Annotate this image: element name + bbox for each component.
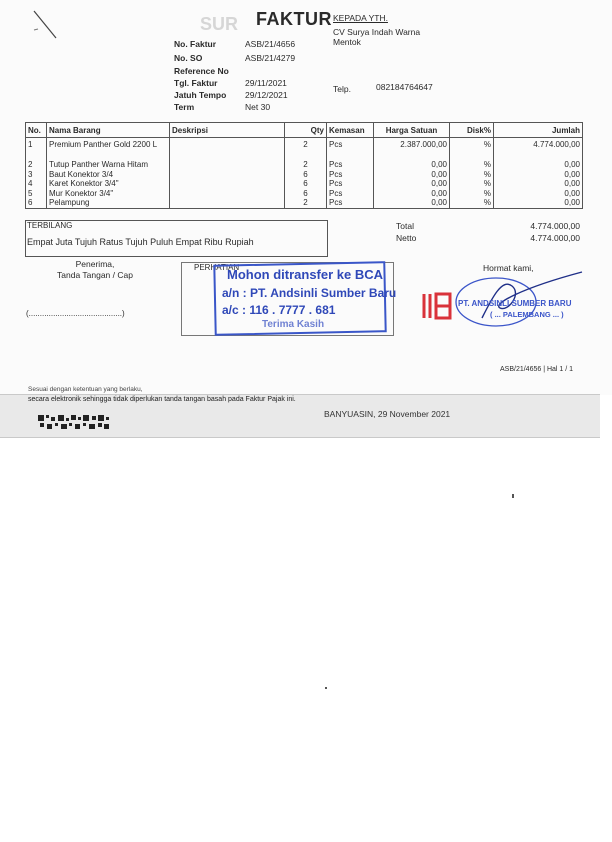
table-row: [26, 189, 583, 199]
customer-city: Mentok: [333, 37, 361, 47]
row-price: 0,00: [374, 179, 450, 189]
row-item-name: Tutup Panther Warna Hitam: [47, 160, 170, 170]
telp-label: Telp.: [333, 84, 351, 94]
stamp-line-account-number: a/c : 116 . 7777 . 681: [222, 303, 336, 317]
items-table: [25, 122, 583, 209]
table-header-row: [26, 123, 583, 138]
row-no: 1: [26, 138, 47, 161]
table-row: [26, 138, 583, 161]
row-description: [170, 189, 285, 199]
row-amount: 0,00: [494, 170, 583, 180]
row-description: [170, 179, 285, 189]
company-logo-icon: [420, 288, 454, 322]
stamp-line-account-name: a/n : PT. Andsinli Sumber Baru: [222, 286, 397, 300]
row-item-name: Karet Konektor 3/4": [47, 179, 170, 189]
reference-no-label: Reference No: [174, 66, 229, 76]
receiver-label: Penerima,: [75, 259, 115, 269]
paper-speck: [325, 687, 327, 689]
so-no-value: ASB/21/4279: [245, 53, 296, 63]
pen-mark: [30, 8, 60, 42]
page-reference: ASB/21/4656 | Hal 1 / 1: [500, 366, 574, 373]
row-discount: %: [450, 179, 494, 189]
receiver-signature-line: (..........................................): [26, 309, 125, 318]
col-no: No.: [26, 123, 47, 138]
receiver-block: [40, 259, 150, 281]
col-harga-satuan: Harga Satuan: [374, 123, 450, 138]
so-no-label: No. SO: [174, 53, 203, 63]
row-price: 0,00: [374, 198, 450, 208]
kepada-label: KEPADA YTH.: [333, 13, 388, 23]
row-qty: 2: [285, 138, 327, 161]
ghost-header-text: SUR: [200, 14, 239, 34]
row-item-name: Mur Konektor 3/4": [47, 189, 170, 199]
row-unit: Pcs: [327, 198, 374, 208]
tax-note-line-1: Sesuai dengan ketentuan yang berlaku,: [28, 386, 143, 393]
row-no: 4: [26, 179, 47, 189]
row-unit: Pcs: [327, 189, 374, 199]
netto-label: Netto: [396, 233, 417, 243]
due-date-value: 29/12/2021: [245, 90, 288, 100]
col-deskripsi: Deskripsi: [170, 123, 285, 138]
row-qty: 6: [285, 179, 327, 189]
row-unit: Pcs: [327, 138, 374, 161]
table-row: [26, 160, 583, 170]
row-no: 3: [26, 170, 47, 180]
row-item-name: Pelampung: [47, 198, 170, 208]
term-label: Term: [174, 102, 195, 112]
row-no: 2: [26, 160, 47, 170]
row-no: 5: [26, 189, 47, 199]
invoice-no-label: No. Faktur: [174, 39, 217, 49]
row-qty: 2: [285, 198, 327, 208]
company-stamp-city: ( ... PALEMBANG ... ): [490, 310, 564, 319]
row-unit: Pcs: [327, 179, 374, 189]
col-jumlah: Jumlah: [494, 123, 583, 138]
row-price: 2.387.000,00: [374, 138, 450, 161]
tax-note-line-2: secara elektronik sehingga tidak diperlukan tanda tangan basah pada Faktur Pajak ini.: [28, 396, 296, 403]
stamp-line-thanks: Terima Kasih: [262, 319, 325, 330]
row-description: [170, 170, 285, 180]
telp-value: 082184764647: [376, 82, 433, 92]
col-qty: Qty: [285, 123, 327, 138]
table-row: [26, 198, 583, 208]
receiver-sign-label: Tanda Tangan / Cap: [57, 270, 133, 280]
row-price: 0,00: [374, 189, 450, 199]
row-no: 6: [26, 198, 47, 208]
row-discount: %: [450, 189, 494, 199]
col-disk: Disk%: [450, 123, 494, 138]
row-discount: %: [450, 138, 494, 161]
row-item-name: Baut Konektor 3/4: [47, 170, 170, 180]
row-description: [170, 138, 285, 161]
row-discount: %: [450, 160, 494, 170]
row-price: 0,00: [374, 170, 450, 180]
row-qty: 6: [285, 170, 327, 180]
table-row: [26, 170, 583, 180]
total-label: Total: [396, 221, 414, 231]
row-item-name: Premium Panther Gold 2200 L: [47, 138, 170, 161]
invoice-date-value: 29/11/2021: [245, 78, 287, 88]
term-value: Net 30: [245, 102, 271, 112]
row-description: [170, 198, 285, 208]
qr-code-icon: [38, 415, 114, 429]
table-row: [26, 179, 583, 189]
invoice-no-value: ASB/21/4656: [245, 39, 296, 49]
row-amount: 0,00: [494, 179, 583, 189]
terbilang-label: TERBILANG: [27, 221, 73, 230]
customer-name: CV Surya Indah Warna: [333, 27, 421, 37]
row-qty: 6: [285, 189, 327, 199]
total-value: 4.774.000,00: [530, 221, 580, 231]
col-kemasan: Kemasan: [327, 123, 374, 138]
company-stamp-name: PT. ANDSINLI SUMBER BARU: [458, 299, 572, 308]
document-title: FAKTUR: [256, 9, 332, 29]
terbilang-value: Empat Juta Tujuh Ratus Tujuh Puluh Empat Ribu Rupiah: [27, 237, 254, 247]
row-description: [170, 160, 285, 170]
hormat-kami-label: Hormat kami,: [483, 263, 534, 273]
row-unit: Pcs: [327, 170, 374, 180]
row-discount: %: [450, 170, 494, 180]
perhatian-label: PERHATIAN: [194, 263, 240, 272]
stamp-line-bank: Mohon ditransfer ke BCA: [227, 267, 384, 282]
paper-speck: [512, 494, 514, 498]
invoice-date-label: Tgl. Faktur: [174, 78, 218, 88]
col-nama-barang: Nama Barang: [47, 123, 170, 138]
netto-value: 4.774.000,00: [530, 233, 580, 243]
row-discount: %: [450, 198, 494, 208]
row-amount: 0,00: [494, 189, 583, 199]
row-amount: 0,00: [494, 160, 583, 170]
row-amount: 0,00: [494, 198, 583, 208]
row-amount: 4.774.000,00: [494, 138, 583, 161]
due-date-label: Jatuh Tempo: [174, 90, 227, 100]
row-qty: 2: [285, 160, 327, 170]
place-and-date: BANYUASIN, 29 November 2021: [324, 409, 451, 419]
row-price: 0,00: [374, 160, 450, 170]
row-unit: Pcs: [327, 160, 374, 170]
